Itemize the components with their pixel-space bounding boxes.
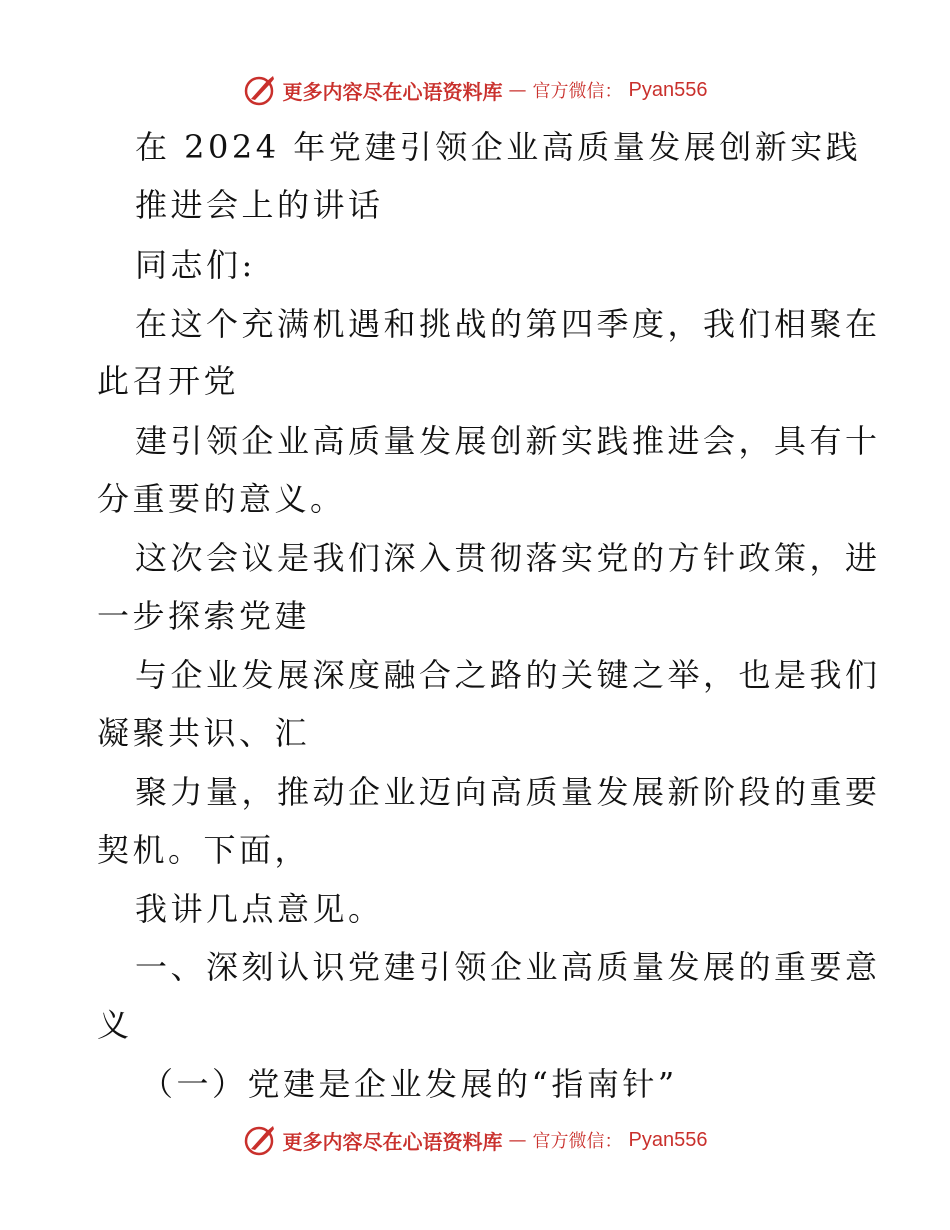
watermark-wechat-id: Pyan556 <box>628 78 708 101</box>
paragraph-2-line-1: 建引领企业高质量发展创新实践推进会，具有十 <box>135 422 881 460</box>
paragraph-5-line-2: 契机。下面， <box>97 831 311 869</box>
watermark-separator: — <box>508 79 527 101</box>
section-heading-1-line-1: 一、深刻认识党建引领企业高质量发展的重要意 <box>135 948 881 986</box>
watermark-site-text: 更多内容尽在心语资料库 <box>282 1129 503 1154</box>
watermark-footer <box>0 1120 950 1160</box>
paragraph-2-line-2: 分重要的意义。 <box>97 480 346 518</box>
document-title-line-2: 推进会上的讲话 <box>135 186 384 224</box>
watermark-wechat-id: Pyan556 <box>628 1128 708 1151</box>
salutation: 同志们: <box>135 246 256 284</box>
section-heading-1-line-2: 义 <box>97 1006 133 1044</box>
paragraph-3-line-2: 一步探索党建 <box>97 597 311 635</box>
watermark-separator: — <box>508 1129 527 1151</box>
paragraph-5-line-1: 聚力量，推动企业迈向高质量发展新阶段的重要 <box>135 773 881 811</box>
quill-logo-icon <box>243 1123 277 1157</box>
quill-logo-icon <box>243 73 277 107</box>
paragraph-1-line-2: 此召开党 <box>97 362 240 400</box>
watermark-label: 官方微信： <box>532 1131 623 1152</box>
paragraph-3-line-1: 这次会议是我们深入贯彻落实党的方针政策，进 <box>135 539 881 577</box>
watermark-header <box>0 70 950 110</box>
document-title-line-1: 在 2024 年党建引领企业高质量发展创新实践 <box>135 128 862 166</box>
watermark-site-text: 更多内容尽在心语资料库 <box>282 79 503 104</box>
paragraph-1-line-1: 在这个充满机遇和挑战的第四季度，我们相聚在 <box>135 305 881 343</box>
paragraph-4-line-1: 与企业发展深度融合之路的关键之举，也是我们 <box>135 656 881 694</box>
paragraph-6-line-1: 我讲几点意见。 <box>135 890 384 928</box>
watermark-label: 官方微信： <box>532 81 623 102</box>
subsection-heading-1: （一）党建是企业发展的“指南针” <box>141 1065 678 1103</box>
paragraph-4-line-2: 凝聚共识、汇 <box>97 714 311 752</box>
